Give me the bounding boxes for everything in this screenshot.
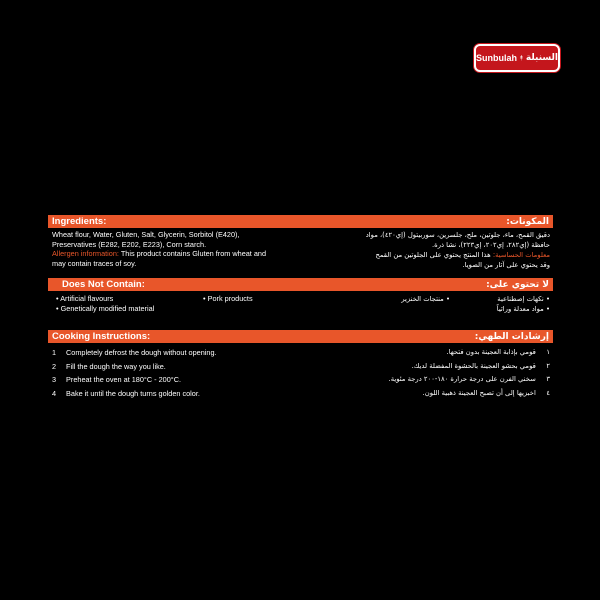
list-item-ar: • منتجات الخنزير	[360, 294, 450, 304]
allergen-label-ar: معلومات الحساسية:	[492, 251, 550, 259]
step-item	[52, 346, 312, 360]
dnc-list-ar	[440, 294, 550, 314]
step-text-ar: سخني الفرن على درجة حرارة ١٨٠-٢٠٠ درجة مئوية.	[388, 375, 536, 383]
step-number-ar: ٤	[546, 388, 550, 397]
step-text: Fill the dough the way you like.	[66, 361, 166, 371]
dnc-list-en	[56, 294, 206, 313]
step-item-ar	[330, 387, 550, 401]
allergen-text-ar: هذا المنتج يحتوي على الجلوتين من القمح	[375, 251, 493, 259]
step-number: 2	[52, 361, 57, 371]
ingredients-line: Wheat flour, Water, Gluten, Salt, Glycerin, Sorbitol (E420),	[52, 230, 240, 239]
list-item: • Pork products	[203, 294, 303, 304]
allergen-label-en: Allergen information:	[52, 249, 119, 258]
cooking-title-ar: إرشادات الطهي:	[474, 331, 549, 342]
allergen-line-ar	[318, 250, 550, 260]
allergen-line: may contain traces of soy.	[52, 258, 137, 268]
step-item	[52, 360, 312, 374]
step-text-ar: قومي بإذابة العجينة بدون فتحها.	[446, 348, 536, 356]
step-item	[52, 373, 312, 387]
step-number: 1	[52, 348, 57, 357]
dnc-title-en: Does Not Contain:	[62, 279, 145, 290]
ingredients-line-ar: دقيق القمح، ماء، جلوتين، ملح، جلسرين، سوربيتول (إي٤٢٠)، مواد	[365, 231, 550, 239]
cooking-title-en: Cooking Instructions:	[52, 331, 151, 342]
list-item: • Genetically modified material	[56, 304, 206, 314]
allergen-line	[52, 249, 312, 259]
cooking-header	[48, 330, 553, 343]
step-number-ar: ٣	[546, 375, 550, 383]
step-text: Completely defrost the dough without opening.	[66, 348, 217, 357]
ingredients-title-ar: المكونات:	[506, 216, 549, 227]
step-item-ar	[330, 360, 550, 374]
ingredients-body-ar	[318, 230, 550, 270]
step-text: Preheat the oven at 180°C - 200°C.	[66, 375, 181, 384]
step-item	[52, 387, 312, 401]
step-number-ar: ١	[546, 348, 550, 356]
list-item: • Artificial flavours	[56, 294, 206, 304]
step-number-ar: ٢	[546, 361, 550, 370]
brand-name-arabic: السنبلة	[525, 53, 558, 63]
dnc-title-ar: لا تحتوي على:	[486, 279, 549, 290]
dnc-list-en-col2	[203, 294, 303, 304]
wheat-icon	[520, 51, 523, 65]
step-item-ar	[330, 373, 550, 387]
list-item-ar: • نكهات إصطناعية	[440, 294, 550, 304]
step-text-ar: قومي بحشو العجينة بالحشوة المفضلة لديك.	[411, 361, 536, 370]
ingredients-header	[48, 215, 553, 228]
allergen-text-en: This product contains Gluten from wheat and	[118, 249, 267, 258]
ingredients-line-ar: حافظة (إي٢٨٢، إي٢٠٢، إي٢٢٣)، نشا ذرة.	[431, 241, 550, 249]
brand-name-latin: Sunbulah	[476, 53, 517, 63]
brand-logo	[474, 44, 560, 72]
does-not-contain-header	[48, 278, 553, 291]
step-text: Bake it until the dough turns golden color.	[66, 388, 200, 398]
cooking-steps-en	[52, 346, 312, 400]
ingredients-body-en	[52, 230, 312, 268]
list-item-ar: • مواد معدلة وراثياً	[440, 304, 550, 314]
step-text-ar: اخبزيها إلى أن تصبح العجينة ذهبية اللون.	[422, 388, 536, 397]
ingredients-line: Preservatives (E282, E202, E223), Corn starch.	[52, 239, 207, 249]
step-number: 3	[52, 375, 57, 384]
step-number: 4	[52, 388, 57, 398]
dnc-list-ar-col2	[360, 294, 450, 304]
allergen-line-ar: وقد يحتوي على آثار من الصويا.	[462, 261, 550, 269]
ingredients-title-en: Ingredients:	[52, 216, 107, 227]
cooking-steps-ar	[330, 346, 550, 400]
step-item-ar	[330, 346, 550, 360]
